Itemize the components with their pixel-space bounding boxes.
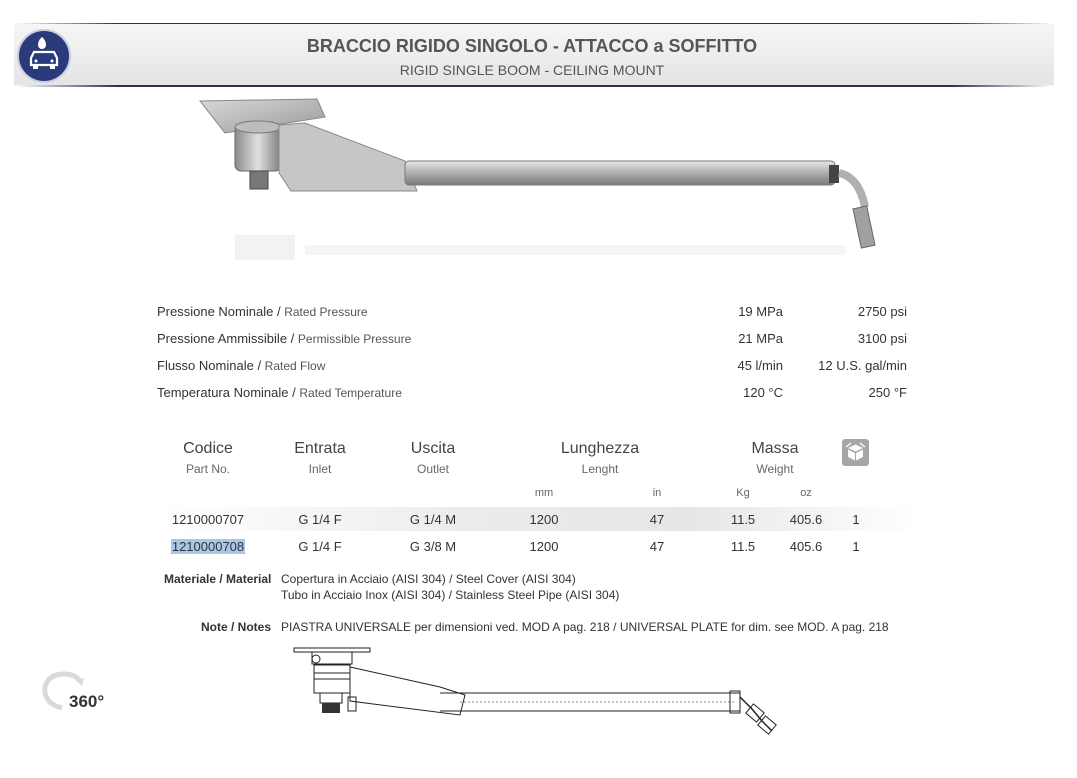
col-subheader-weight: Weight	[756, 462, 794, 476]
spec-value-imperial: 2750 psi	[857, 304, 907, 319]
unit-kg: Kg	[736, 487, 750, 499]
col-header-length: Lunghezza	[560, 440, 640, 457]
unit-in: in	[652, 487, 662, 499]
col-header-outlet: Uscita	[410, 440, 456, 457]
cell-kg: 11.5	[730, 539, 756, 554]
material-line-2: Tubo in Acciaio Inox (AISI 304) / Stainless Steel Pipe (AISI 304)	[281, 588, 620, 602]
spec-value-metric: 19 MPa	[738, 304, 783, 319]
spec-value-metric: 120 °C	[743, 385, 783, 400]
col-subheader-inlet: Inlet	[308, 462, 332, 476]
unit-oz: oz	[800, 487, 812, 499]
spec-label-permissible-pressure: Pressione Ammissibile / Permissible Pressure	[157, 331, 412, 346]
cell-mm: 1200	[529, 512, 559, 527]
cell-oz: 405.6	[789, 539, 823, 554]
view-360-label[interactable]: 360°	[69, 692, 105, 711]
header-line-bottom	[14, 85, 1054, 87]
spec-value-imperial: 250 °F	[868, 385, 907, 400]
col-subheader-outlet: Outlet	[416, 462, 449, 476]
cell-code	[158, 539, 258, 554]
cell-in: 47	[649, 512, 665, 527]
col-header-inlet: Entrata	[294, 440, 346, 457]
notes-text: PIASTRA UNIVERSALE per dimensioni ved. MOD A pag. 218 / UNIVERSAL PLATE for dim. see MOD. A pag. 218	[281, 620, 889, 634]
selected-text[interactable]: 1210000708	[171, 539, 245, 554]
col-header-weight: Massa	[751, 440, 799, 457]
cell-kg: 11.5	[730, 512, 756, 527]
spec-value-metric: 21 MPa	[738, 331, 783, 346]
page-title: BRACCIO RIGIDO SINGOLO - ATTACCO a SOFFITTO	[306, 36, 758, 56]
cell-outlet: G 1/4 M	[409, 512, 457, 527]
spec-value-imperial: 3100 psi	[857, 331, 907, 346]
spec-label-rated-pressure: Pressione Nominale / Rated Pressure	[157, 304, 368, 319]
cell-oz: 405.6	[789, 512, 823, 527]
notes-label: Note / Notes	[201, 620, 272, 634]
spec-label-rated-temperature: Temperatura Nominale / Rated Temperature	[157, 385, 402, 400]
technical-drawing	[290, 645, 780, 740]
cell-inlet: G 1/4 F	[298, 512, 342, 527]
cell-qty: 1	[852, 512, 860, 527]
col-header-code: Codice	[183, 440, 233, 457]
cell-code: 1210000707	[171, 512, 245, 527]
spec-value-imperial: 12 U.S. gal/min	[818, 358, 907, 373]
col-subheader-code: Part No.	[185, 462, 230, 476]
product-photo	[195, 95, 895, 280]
cell-qty: 1	[852, 539, 860, 554]
cell-inlet: G 1/4 F	[298, 539, 342, 554]
package-box-icon	[842, 439, 869, 466]
cell-mm: 1200	[529, 539, 559, 554]
col-subheader-length: Lenght	[581, 462, 619, 476]
spec-value-metric: 45 l/min	[737, 358, 783, 373]
page-subtitle: RIGID SINGLE BOOM - CEILING MOUNT	[399, 62, 665, 78]
material-line-1: Copertura in Acciaio (AISI 304) / Steel Cover (AISI 304)	[281, 572, 576, 586]
unit-mm: mm	[534, 487, 554, 499]
cell-in: 47	[649, 539, 665, 554]
material-label: Materiale / Material	[164, 572, 272, 586]
cell-outlet: G 3/8 M	[409, 539, 457, 554]
spec-label-rated-flow: Flusso Nominale / Rated Flow	[157, 358, 326, 373]
